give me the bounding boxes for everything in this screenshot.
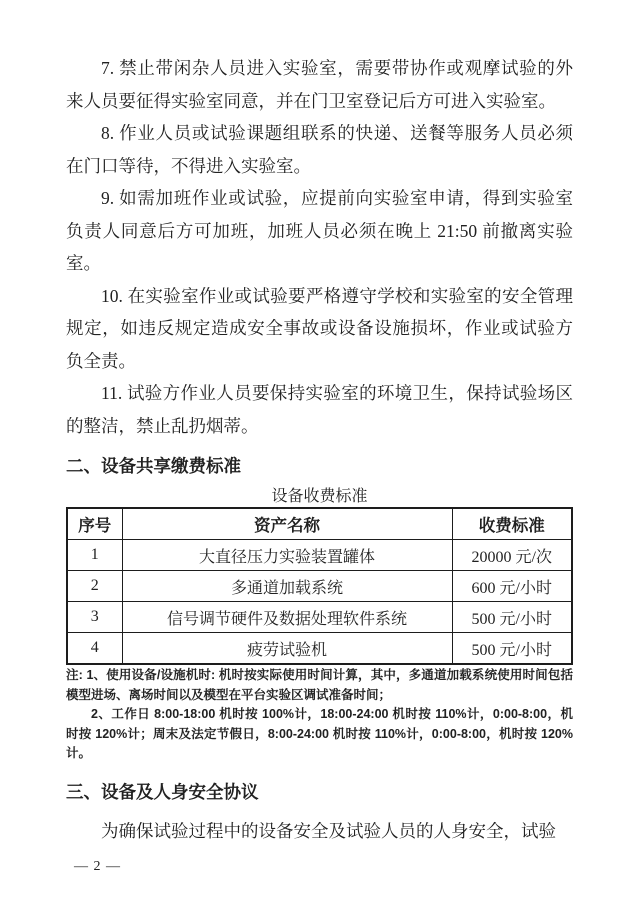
cell-serial-number: 3 <box>67 602 122 633</box>
body-paragraphs <box>66 52 573 442</box>
table-row <box>67 633 572 665</box>
fee-table-body <box>67 540 572 665</box>
table-row <box>67 571 572 602</box>
section3-paragraph: 为确保试验过程中的设备安全及试验人员的人身安全，试验 <box>101 820 556 841</box>
paragraph: 7. 禁止带闲杂人员进入实验室，需要带协作或观摩试验的外来人员要征得实验室同意，并在门卫室登记后方可进入实验室。 <box>66 58 573 111</box>
cell-asset-name: 大直径压力实验装置罐体 <box>122 540 452 571</box>
table-notes <box>66 666 573 764</box>
cell-serial-number: 2 <box>67 571 122 602</box>
fee-table <box>66 507 573 665</box>
cell-serial-number: 1 <box>67 540 122 571</box>
page-number: — 2 — <box>74 859 121 874</box>
header-asset-name: 资产名称 <box>122 508 452 540</box>
cell-asset-name: 疲劳试验机 <box>122 633 452 665</box>
paragraph: 8. 作业人员或试验课题组联系的快递、送餐等服务人员必须在门口等待，不得进入实验室。 <box>66 123 573 176</box>
fee-table-header-row <box>67 508 572 540</box>
cell-asset-name: 信号调节硬件及数据处理软件系统 <box>122 602 452 633</box>
note-line: 注: 1、使用设备/设施机时: 机时按实际使用时间计算，其中，多通道加载系统使用时间包括模型进场、离场时间以及模型在平台实验区调试准备时间； <box>66 668 573 702</box>
paragraph: 10. 在实验室作业或试验要严格遵守学校和实验室的安全管理规定，如违反规定造成安全事故或设备设施损坏，作业或试验方负全责。 <box>66 285 573 371</box>
paragraph: 11. 试验方作业人员要保持实验室的环境卫生，保持试验场区的整洁，禁止乱扔烟蒂。 <box>66 383 573 436</box>
paragraph: 9. 如需加班作业或试验，应提前向实验室申请，得到实验室负责人同意后方可加班，加班人员必须在晚上 21:50 前撤离实验室。 <box>66 188 573 273</box>
cell-fee-standard: 600 元/小时 <box>452 571 572 602</box>
cell-asset-name: 多通道加载系统 <box>122 571 452 602</box>
table-title: 设备收费标准 <box>271 488 368 505</box>
table-row <box>67 602 572 633</box>
section3-heading: 三、设备及人身安全协议 <box>66 781 259 802</box>
header-serial-number: 序号 <box>67 508 122 540</box>
cell-fee-standard: 500 元/小时 <box>452 602 572 633</box>
note-line: 2、工作日 8:00-18:00 机时按 100%计，18:00-24:00 机时按 110%计，0:00-8:00，机时按 120%计；周末及法定节假日，8:00-24:00 机时按 110%计，0:00-8:00，机时按 120%计。 <box>66 707 573 760</box>
section2-heading: 二、设备共享缴费标准 <box>66 456 241 476</box>
cell-fee-standard: 20000 元/次 <box>452 540 572 571</box>
header-fee-standard: 收费标准 <box>452 508 572 540</box>
cell-fee-standard: 500 元/小时 <box>452 633 572 665</box>
table-row <box>67 540 572 571</box>
cell-serial-number: 4 <box>67 633 122 665</box>
